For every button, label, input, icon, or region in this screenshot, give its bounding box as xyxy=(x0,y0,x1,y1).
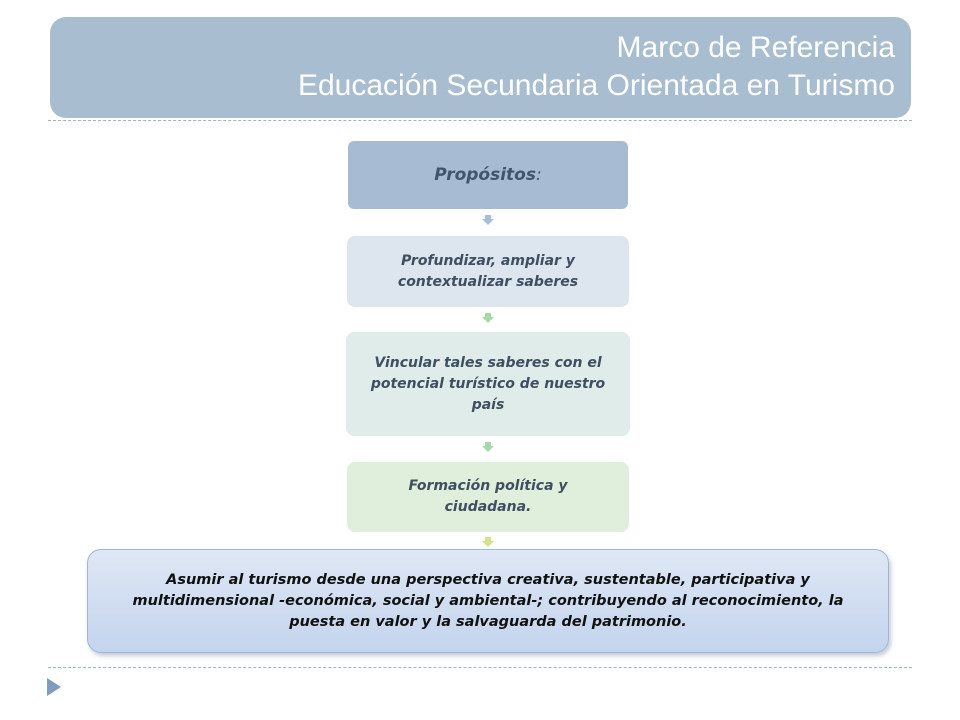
arrow-down-icon xyxy=(482,537,494,547)
step-box-3 xyxy=(347,462,629,532)
step-text-1: Profundizar, ampliar y contextualizar saberes xyxy=(397,252,579,290)
arrow-down-icon xyxy=(482,215,494,225)
step-text-2: Vincular tales saberes con el potencial turístico de nuestro país xyxy=(370,354,606,413)
step-box-1 xyxy=(347,236,629,307)
title-line-2: Educación Secundaria Orientada en Turismo xyxy=(297,69,895,102)
main-goal-box xyxy=(87,549,889,653)
step-box-2 xyxy=(346,332,630,436)
arrow-down-icon xyxy=(482,442,494,452)
purpose-suffix: : xyxy=(535,165,542,185)
title-bar xyxy=(50,17,911,118)
main-goal-text: Asumir al turismo desde una perspectiva creativa, sustentable, participativa y multidimensional -económica, social y ambiental-; contribuyendo al reconocimiento, la puesta en valor y la salvaguarda del patrimonio. xyxy=(132,571,844,630)
step-text-3: Formación política y ciudadana. xyxy=(408,478,568,515)
bottom-divider xyxy=(48,667,912,668)
top-divider xyxy=(48,120,912,121)
title-line-1: Marco de Referencia xyxy=(616,31,895,64)
arrow-down-icon xyxy=(482,313,494,323)
purpose-label: Propósitos xyxy=(434,165,536,185)
purpose-box xyxy=(348,141,628,209)
triangle-bullet-icon xyxy=(47,678,61,696)
